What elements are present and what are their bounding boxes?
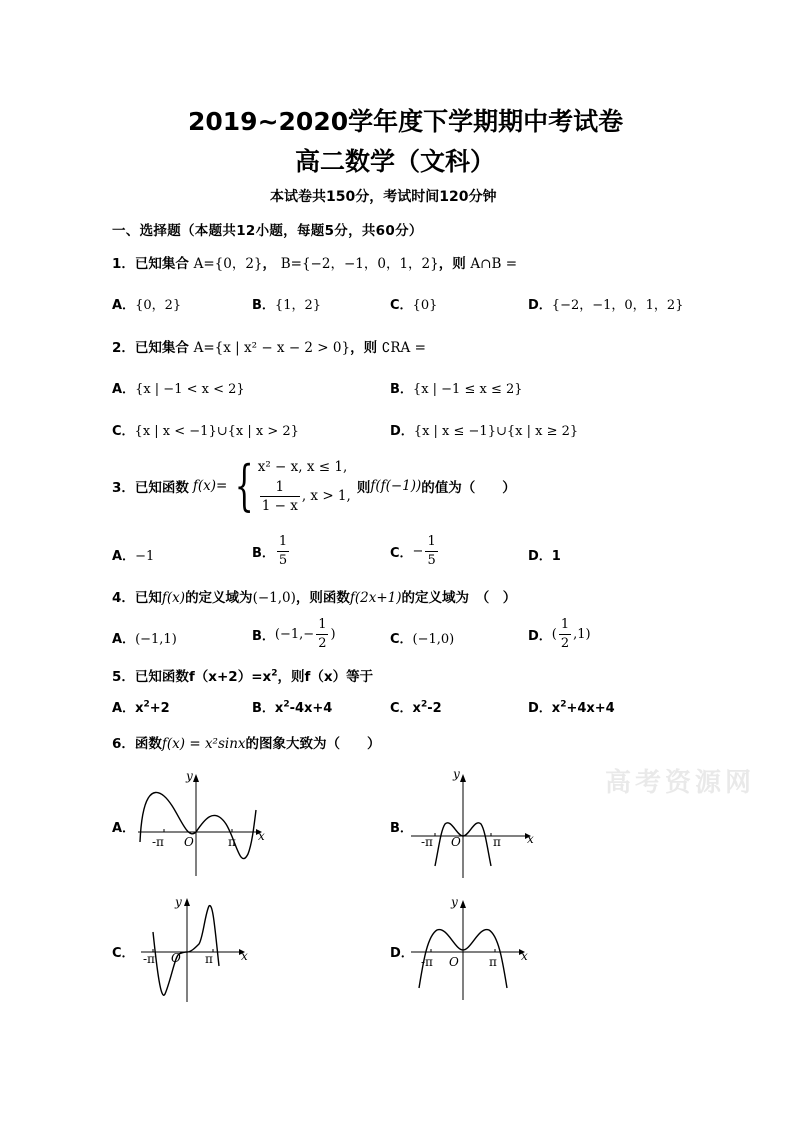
question-expr: ∁RA = xyxy=(381,340,426,356)
neg-pi-label: -π xyxy=(152,835,164,849)
question-expr: f(f(−1)) xyxy=(370,477,422,494)
option-label: D． xyxy=(390,946,414,961)
y-arrow xyxy=(193,774,199,782)
option-post: ,1) xyxy=(573,627,591,642)
question-2 xyxy=(112,336,426,356)
origin-label: O xyxy=(449,955,459,969)
domain: (−1,0) xyxy=(252,590,296,606)
option-fraction xyxy=(559,616,571,653)
option-fraction xyxy=(425,533,437,570)
function-curve xyxy=(153,906,219,996)
question-expr: f(x) = x²sinx xyxy=(161,736,246,752)
fraction-denominator: 2 xyxy=(560,636,570,651)
option-base: x xyxy=(135,701,144,716)
y-label: y xyxy=(453,767,460,781)
option-fraction xyxy=(316,616,328,653)
y-label: y xyxy=(451,895,458,909)
option-label: A． xyxy=(112,632,136,647)
question-text-2: 的定义域为 xyxy=(185,590,253,606)
neg-pi-label: -π xyxy=(421,835,433,849)
option-label: B． xyxy=(390,821,413,836)
option-value: −1 xyxy=(135,549,155,564)
neg-pi-label: -π xyxy=(143,952,155,966)
set-a: A={0，2} xyxy=(193,256,263,272)
option-exponent: 2 xyxy=(283,699,290,710)
q2-option-a[interactable] xyxy=(112,378,245,397)
fraction-numerator: 1 xyxy=(425,533,437,552)
question-4 xyxy=(112,586,516,606)
fraction-numerator: 1 xyxy=(260,478,300,497)
fraction-denominator: 5 xyxy=(278,553,288,568)
exam-info: 本试卷共150分，考试时间120分钟 xyxy=(270,189,497,205)
pi-label: π xyxy=(493,835,501,849)
option-label: C． xyxy=(112,424,135,439)
question-ask: ，则 xyxy=(350,340,378,356)
q1-option-b[interactable] xyxy=(252,294,321,313)
question-text: 已知函数 xyxy=(134,479,189,496)
function-f: f(x)= xyxy=(192,477,228,494)
exam-title: 2019~2020学年度下学期期中考试卷 xyxy=(188,107,624,136)
y-arrow xyxy=(460,774,466,782)
question-number: 2． xyxy=(112,340,135,356)
question-text-4: 的定义域为 （ ） xyxy=(401,590,517,606)
question-number: 4． xyxy=(112,590,135,606)
watermark: 高考资源网 xyxy=(605,768,756,798)
question-expr: A∩B = xyxy=(470,256,518,272)
option-label: B． xyxy=(252,298,275,313)
q5-option-b[interactable] xyxy=(252,697,332,716)
neg-pi-label: -π xyxy=(421,955,433,969)
option-value: (−1,0) xyxy=(412,632,455,647)
option-value: 1 xyxy=(551,549,561,564)
question-1: 1．已知集合 A={0，2}， B={−2，−1，0，1，2}，则 A∩B = xyxy=(112,256,518,272)
q1-option-d[interactable] xyxy=(528,294,683,313)
question-5 xyxy=(112,665,373,685)
pi-label: π xyxy=(205,952,213,966)
q1-option-a[interactable] xyxy=(112,294,181,313)
option-label: B． xyxy=(252,701,275,716)
option-post: ) xyxy=(330,627,336,642)
option-label: A． xyxy=(112,821,136,836)
question-text-1: 已知 xyxy=(134,590,162,606)
option-label: B． xyxy=(390,382,413,397)
option-value: {1，2} xyxy=(274,298,322,313)
question-6 xyxy=(112,732,381,752)
option-label: C． xyxy=(390,298,413,313)
q3-option-a[interactable] xyxy=(112,545,154,564)
q4-option-d[interactable] xyxy=(528,616,591,653)
option-label: C． xyxy=(390,546,413,561)
option-label: D． xyxy=(528,549,552,564)
option-label: D． xyxy=(528,701,552,716)
fraction-numerator: 1 xyxy=(316,616,328,635)
question-3 xyxy=(112,453,516,517)
option-label: A． xyxy=(112,382,136,397)
option-fraction xyxy=(277,533,289,570)
option-label: B． xyxy=(252,546,275,561)
option-label: C． xyxy=(112,946,135,961)
option-rest: -4x+4 xyxy=(289,701,333,716)
option-label: A． xyxy=(112,701,136,716)
q6-option-c[interactable] xyxy=(112,942,135,961)
option-label: C． xyxy=(390,632,413,647)
option-exponent: 2 xyxy=(143,699,150,710)
fraction-denominator: 2 xyxy=(318,636,327,651)
graph-d xyxy=(405,892,540,1004)
q5-option-a[interactable] xyxy=(112,697,170,716)
fraction-denominator: 1 − x xyxy=(261,498,298,514)
question-ask: 则 xyxy=(356,479,371,496)
fraction-numerator: 1 xyxy=(559,616,571,635)
question-text: 已知集合 xyxy=(134,340,189,356)
option-base: x xyxy=(274,701,284,716)
function-f: f(x) xyxy=(161,590,186,606)
y-label: y xyxy=(175,895,182,909)
question-tail: 的值为（ ） xyxy=(421,479,516,496)
q3-option-b[interactable] xyxy=(252,533,291,570)
case-1: x² − x, x ≤ 1, xyxy=(257,459,348,475)
pi-label: π xyxy=(489,955,497,969)
piecewise-brace: { xyxy=(235,453,255,517)
option-label: A． xyxy=(112,298,136,313)
origin-label: O xyxy=(171,951,181,965)
set-a: A={x | x² − x − 2 > 0} xyxy=(193,340,351,356)
graph-b xyxy=(405,766,545,881)
question-number: 6． xyxy=(112,736,135,752)
option-base: x xyxy=(412,701,421,716)
question-text: 已知集合 xyxy=(134,256,189,272)
q2-option-b[interactable] xyxy=(390,378,523,397)
option-exponent: 2 xyxy=(560,699,567,710)
option-value: {x | x < −1}∪{x | x > 2} xyxy=(134,424,299,439)
exponent: 2 xyxy=(271,668,278,679)
option-label: D． xyxy=(390,424,414,439)
option-label: A． xyxy=(112,549,136,564)
question-text: 已知函数f（x+2）=x xyxy=(134,669,272,685)
question-number: 1． xyxy=(112,256,135,272)
origin-label: O xyxy=(451,835,461,849)
question-text: 函数 xyxy=(134,736,162,752)
option-exponent: 2 xyxy=(420,699,428,710)
piecewise-cases xyxy=(258,456,351,515)
option-label: B． xyxy=(252,629,275,644)
q4-option-b[interactable] xyxy=(252,616,336,653)
q3-option-d[interactable] xyxy=(528,545,561,564)
q5-option-c[interactable] xyxy=(390,697,442,716)
option-rest: +4x+4 xyxy=(566,701,615,716)
x-label: x xyxy=(521,949,528,963)
x-label: x xyxy=(241,949,248,963)
fraction-denominator: 5 xyxy=(427,553,436,568)
option-value: {x | −1 ≤ x ≤ 2} xyxy=(412,382,523,397)
option-rest: +2 xyxy=(149,701,170,716)
option-label: C． xyxy=(390,701,413,716)
function-f-2x1: f(2x+1) xyxy=(349,590,402,606)
option-value: (−1,1) xyxy=(135,632,177,647)
option-sign: − xyxy=(412,544,424,559)
x-label: x xyxy=(258,829,265,843)
option-value: {−2，−1，0，1，2} xyxy=(551,298,684,313)
section-heading: 一、选择题（本题共12小题，每题5分，共60分） xyxy=(112,223,423,239)
case-2-condition: , x > 1, xyxy=(301,488,351,504)
y-label: y xyxy=(186,769,193,783)
option-base: x xyxy=(551,701,561,716)
fraction-numerator: 1 xyxy=(277,533,289,552)
question-text-2: ，则f（x）等于 xyxy=(277,669,374,685)
option-label: D． xyxy=(528,298,552,313)
graph-a xyxy=(130,766,275,878)
y-arrow xyxy=(460,900,466,908)
question-ask: ，则 xyxy=(438,256,466,272)
question-text-3: ，则函数 xyxy=(295,590,350,606)
q4-option-a[interactable] xyxy=(112,628,177,647)
option-value: {0，2} xyxy=(135,298,182,313)
option-label: D． xyxy=(528,629,552,644)
option-pre: (−1,− xyxy=(274,627,315,642)
question-number: 3． xyxy=(112,479,135,496)
origin-label: O xyxy=(184,835,194,849)
case-2-fraction xyxy=(260,478,300,515)
graph-c xyxy=(135,890,260,1005)
q2-option-d[interactable] xyxy=(390,420,578,439)
q5-option-d[interactable] xyxy=(528,697,615,716)
q3-option-c[interactable] xyxy=(390,533,440,570)
case-2 xyxy=(258,478,351,515)
exam-subtitle: 高二数学（文科） xyxy=(295,147,496,176)
x-label: x xyxy=(527,832,534,846)
q2-option-c[interactable] xyxy=(112,420,299,439)
option-value: {x | −1 < x < 2} xyxy=(135,382,245,397)
option-pre: ( xyxy=(551,627,557,642)
question-number: 5． xyxy=(112,669,135,685)
y-arrow xyxy=(184,898,190,906)
set-b: B={−2，−1，0，1，2} xyxy=(280,256,439,272)
option-rest: -2 xyxy=(427,701,442,716)
option-value: {0} xyxy=(412,298,438,313)
option-value: {x | x ≤ −1}∪{x | x ≥ 2} xyxy=(413,424,579,439)
q4-option-c[interactable] xyxy=(390,628,454,647)
q1-option-c[interactable] xyxy=(390,294,437,313)
pi-label: π xyxy=(228,835,236,849)
question-tail: 的图象大致为（ ） xyxy=(245,736,381,752)
